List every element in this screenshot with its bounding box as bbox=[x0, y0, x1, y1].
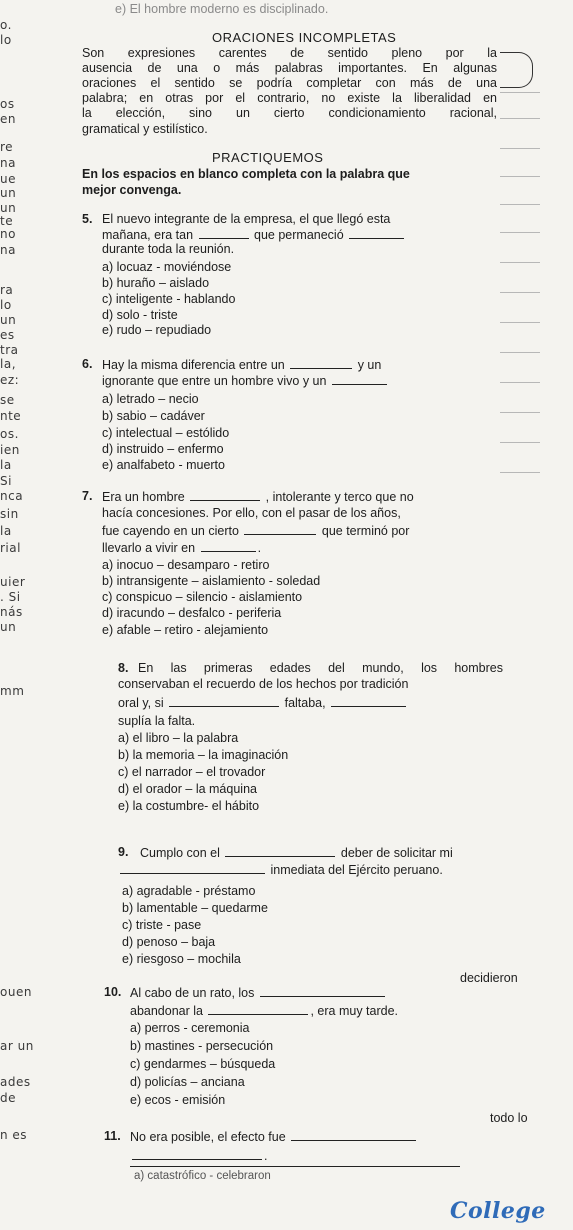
instruction-line-2: mejor convenga. bbox=[82, 183, 182, 197]
q7-option-b[interactable]: b) intransigente – aislamiento - soledad bbox=[102, 574, 321, 588]
q8-text: faltaba, bbox=[284, 696, 326, 710]
answer-blank[interactable] bbox=[225, 845, 335, 857]
q8-option-c[interactable]: c) el narrador – el trovador bbox=[118, 765, 266, 779]
margin-fragment: un bbox=[0, 313, 17, 327]
margin-fragment: . Si bbox=[0, 590, 21, 604]
intro-line-1: Son expresiones carentes de sentido pleno por la bbox=[82, 46, 497, 60]
margin-fragment: nás bbox=[0, 605, 23, 619]
q9-text: deber de solicitar mi bbox=[340, 846, 453, 860]
margin-fragment: ar un bbox=[0, 1039, 34, 1053]
margin-fragment: te bbox=[0, 214, 14, 228]
question-number: 11. bbox=[104, 1129, 121, 1143]
margin-fragment: nte bbox=[0, 409, 22, 423]
q6-text: y un bbox=[357, 358, 382, 372]
q5-option-b[interactable]: b) huraño – aislado bbox=[102, 276, 210, 290]
margin-fragment: lo bbox=[0, 298, 12, 312]
margin-fragment: n es bbox=[0, 1128, 28, 1142]
q11-option-a[interactable]: a) catastrófico - celebraron bbox=[134, 1170, 271, 1182]
q8-line-2: conservaban el recuerdo de los hechos por tradición bbox=[118, 677, 409, 691]
intro-line-2: ausencia de una o más palabras importantes. En algunas bbox=[82, 61, 497, 75]
q5-text: mañana, era tan bbox=[102, 228, 194, 242]
q10-text: abandonar la bbox=[130, 1004, 203, 1018]
q8-line-1: En las primeras edades del mundo, los hombres bbox=[138, 661, 503, 675]
margin-fragment: la, bbox=[0, 357, 17, 371]
margin-fragment: Si bbox=[0, 474, 12, 488]
margin-fragment: se bbox=[0, 393, 15, 407]
previous-option-fragment: e) El hombre moderno es disciplinado. bbox=[115, 2, 329, 16]
answer-blank[interactable] bbox=[199, 227, 249, 239]
margin-fragment: uier bbox=[0, 575, 26, 589]
q11-line-1 bbox=[130, 1129, 418, 1144]
q9-option-a[interactable]: a) agradable - préstamo bbox=[122, 884, 256, 898]
q6-line-1 bbox=[102, 357, 381, 372]
intro-line-4: palabra; en otras por el contrario, no existe la liberalidad en bbox=[82, 91, 497, 105]
instruction-line-1: En los espacios en blanco completa con la palabra que bbox=[82, 167, 410, 181]
q10-option-a[interactable]: a) perros - ceremonia bbox=[130, 1021, 250, 1035]
q10-option-c[interactable]: c) gendarmes – búsqueda bbox=[130, 1057, 276, 1071]
q6-text: ignorante que entre un hombre vivo y un bbox=[102, 374, 327, 388]
q7-line-4 bbox=[102, 540, 261, 555]
q7-text: . bbox=[257, 541, 262, 555]
intro-line-3: oraciones el sentido se podría completar con más de una bbox=[82, 76, 497, 90]
margin-fragment: de bbox=[0, 1091, 16, 1105]
margin-fragment: la bbox=[0, 524, 12, 538]
q6-option-b[interactable]: b) sabio – cadáver bbox=[102, 409, 205, 423]
q7-option-e[interactable]: e) afable – retiro - alejamiento bbox=[102, 623, 269, 637]
q5-line-3: durante toda la reunión. bbox=[102, 242, 235, 256]
answer-blank[interactable] bbox=[132, 1148, 262, 1160]
margin-rule bbox=[500, 262, 540, 263]
q5-option-e[interactable]: e) rudo – repudiado bbox=[102, 323, 212, 337]
answer-blank[interactable] bbox=[244, 523, 316, 535]
answer-blank[interactable] bbox=[260, 985, 385, 997]
q11-line-2 bbox=[130, 1148, 267, 1163]
q7-text: , intolerante y terco que no bbox=[265, 490, 414, 504]
q5-option-d[interactable]: d) solo - triste bbox=[102, 308, 178, 322]
q10-text: , era muy tarde. bbox=[310, 1004, 399, 1018]
margin-fragment: un bbox=[0, 201, 17, 215]
answer-blank[interactable] bbox=[291, 1129, 416, 1141]
q8-line-3 bbox=[118, 695, 408, 710]
margin-rule bbox=[500, 118, 540, 119]
question-number: 6. bbox=[82, 357, 93, 371]
answer-blank[interactable] bbox=[201, 540, 256, 552]
q9-text: inmediata del Ejército peruano. bbox=[270, 863, 443, 877]
q8-line-4: suplía la falta. bbox=[118, 714, 196, 728]
q9-line-1 bbox=[140, 845, 453, 860]
margin-fragment: no bbox=[0, 227, 16, 241]
q8-option-b[interactable]: b) la memoria – la imaginación bbox=[118, 748, 289, 762]
question-number: 7. bbox=[82, 489, 93, 503]
q9-option-b[interactable]: b) lamentable – quedarme bbox=[122, 901, 268, 915]
margin-fragment: ouen bbox=[0, 985, 32, 999]
margin-rule bbox=[500, 176, 540, 177]
margin-fragment: re bbox=[0, 140, 14, 154]
q9-option-d[interactable]: d) penoso – baja bbox=[122, 935, 216, 949]
question-number: 10. bbox=[104, 985, 122, 999]
margin-fragment: ue bbox=[0, 172, 16, 186]
margin-fragment: na bbox=[0, 156, 16, 170]
margin-fragment: sin bbox=[0, 507, 19, 521]
q10-line-2 bbox=[130, 1003, 398, 1018]
q5-option-a[interactable]: a) locuaz - moviéndose bbox=[102, 260, 232, 274]
q8-text: oral y, si bbox=[118, 696, 164, 710]
section-title-practiquemos: PRACTIQUEMOS bbox=[212, 150, 324, 165]
margin-rule bbox=[500, 148, 540, 149]
intro-line-5: la elección, sino un cierto condicionamiento racional, bbox=[82, 106, 497, 120]
q5-line-2 bbox=[102, 227, 406, 242]
q7-line-1 bbox=[102, 489, 414, 504]
margin-rule bbox=[500, 92, 540, 93]
margin-fragment: nca bbox=[0, 489, 24, 503]
q7-text: que terminó por bbox=[321, 524, 410, 538]
q6-line-2 bbox=[102, 373, 389, 388]
margin-fragment: ez: bbox=[0, 373, 20, 387]
intro-line-6: gramatical y estilístico. bbox=[82, 122, 208, 136]
margin-fragment: o. bbox=[0, 18, 12, 32]
q7-text: llevarlo a vivir en bbox=[102, 541, 196, 555]
q10-line-1-end: decidieron bbox=[460, 971, 518, 985]
margin-rule bbox=[500, 352, 540, 353]
answer-blank[interactable] bbox=[332, 373, 387, 385]
margin-fragment: un bbox=[0, 186, 17, 200]
q10-option-b[interactable]: b) mastines - persecución bbox=[130, 1039, 274, 1053]
q9-option-e[interactable]: e) riesgoso – mochila bbox=[122, 952, 241, 966]
q8-option-d[interactable]: d) el orador – la máquina bbox=[118, 782, 257, 796]
margin-rule bbox=[500, 204, 540, 205]
margin-rule bbox=[500, 322, 540, 323]
question-number: 5. bbox=[82, 212, 93, 226]
answer-blank[interactable] bbox=[208, 1003, 308, 1015]
q6-option-d[interactable]: d) instruido – enfermo bbox=[102, 442, 224, 456]
answer-blank[interactable] bbox=[190, 489, 260, 501]
margin-rule bbox=[500, 232, 540, 233]
q5-option-c[interactable]: c) inteligente - hablando bbox=[102, 292, 236, 306]
q7-text: Era un hombre bbox=[102, 490, 185, 504]
q7-text: fue cayendo en un cierto bbox=[102, 524, 239, 538]
q7-option-c[interactable]: c) conspicuo – silencio - aislamiento bbox=[102, 590, 303, 604]
q6-option-a[interactable]: a) letrado – necio bbox=[102, 392, 199, 406]
margin-fragment: mm bbox=[0, 684, 25, 698]
margin-fragment: tra bbox=[0, 343, 19, 357]
answer-blank[interactable] bbox=[290, 357, 352, 369]
margin-fragment: os bbox=[0, 97, 15, 111]
section-rule bbox=[130, 1166, 460, 1167]
college-logo: College bbox=[450, 1198, 546, 1224]
margin-rule bbox=[500, 472, 540, 473]
q7-option-a[interactable]: a) inocuo – desamparo - retiro bbox=[102, 558, 270, 572]
margin-fragment: es bbox=[0, 328, 15, 342]
q10-option-e[interactable]: e) ecos - emisión bbox=[130, 1093, 226, 1107]
margin-fragment: rial bbox=[0, 541, 21, 555]
margin-rule bbox=[500, 442, 540, 443]
q7-option-d[interactable]: d) iracundo – desfalco - periferia bbox=[102, 606, 282, 620]
answer-blank[interactable] bbox=[349, 227, 404, 239]
margin-rule bbox=[500, 412, 540, 413]
answer-blank[interactable] bbox=[331, 695, 406, 707]
q9-text: Cumplo con el bbox=[140, 846, 220, 860]
margin-fragment: os. bbox=[0, 427, 19, 441]
margin-fragment: lo bbox=[0, 33, 12, 47]
q7-line-2: hacía concesiones. Por ello, con el pasar de los años, bbox=[102, 506, 401, 520]
q11-text: No era posible, el efecto fue bbox=[130, 1130, 286, 1144]
margin-fragment: na bbox=[0, 243, 16, 257]
margin-fragment: ades bbox=[0, 1075, 31, 1089]
q6-option-e[interactable]: e) analfabeto - muerto bbox=[102, 458, 225, 472]
margin-fragment: ra bbox=[0, 283, 14, 297]
question-number: 8. bbox=[118, 661, 129, 675]
q9-line-2 bbox=[118, 862, 443, 877]
section-title-oraciones: ORACIONES INCOMPLETAS bbox=[212, 30, 397, 45]
margin-rule bbox=[500, 292, 540, 293]
q6-option-c[interactable]: c) intelectual – estólido bbox=[102, 426, 230, 440]
margin-rule bbox=[500, 382, 540, 383]
answer-blank[interactable] bbox=[120, 862, 265, 874]
margin-fragment: ien bbox=[0, 443, 20, 457]
q8-option-a[interactable]: a) el libro – la palabra bbox=[118, 731, 239, 745]
q5-line-1: El nuevo integrante de la empresa, el que llegó esta bbox=[102, 212, 391, 226]
margin-fragment: un bbox=[0, 620, 17, 634]
q11-text: . bbox=[264, 1149, 268, 1163]
q6-text: Hay la misma diferencia entre un bbox=[102, 358, 285, 372]
margin-fragment: la bbox=[0, 458, 12, 472]
answer-blank[interactable] bbox=[169, 695, 279, 707]
q8-option-e[interactable]: e) la costumbre- el hábito bbox=[118, 799, 260, 813]
margin-fragment: en bbox=[0, 112, 16, 126]
q11-line-1-end: todo lo bbox=[490, 1111, 528, 1125]
right-bracket-mark bbox=[500, 52, 533, 88]
q10-option-d[interactable]: d) policías – anciana bbox=[130, 1075, 245, 1089]
q10-line-1 bbox=[130, 985, 387, 1000]
q9-option-c[interactable]: c) triste - pase bbox=[122, 918, 202, 932]
q7-line-3 bbox=[102, 523, 409, 538]
q5-text: que permaneció bbox=[254, 228, 344, 242]
question-number: 9. bbox=[118, 845, 129, 859]
q10-text: Al cabo de un rato, los bbox=[130, 986, 255, 1000]
